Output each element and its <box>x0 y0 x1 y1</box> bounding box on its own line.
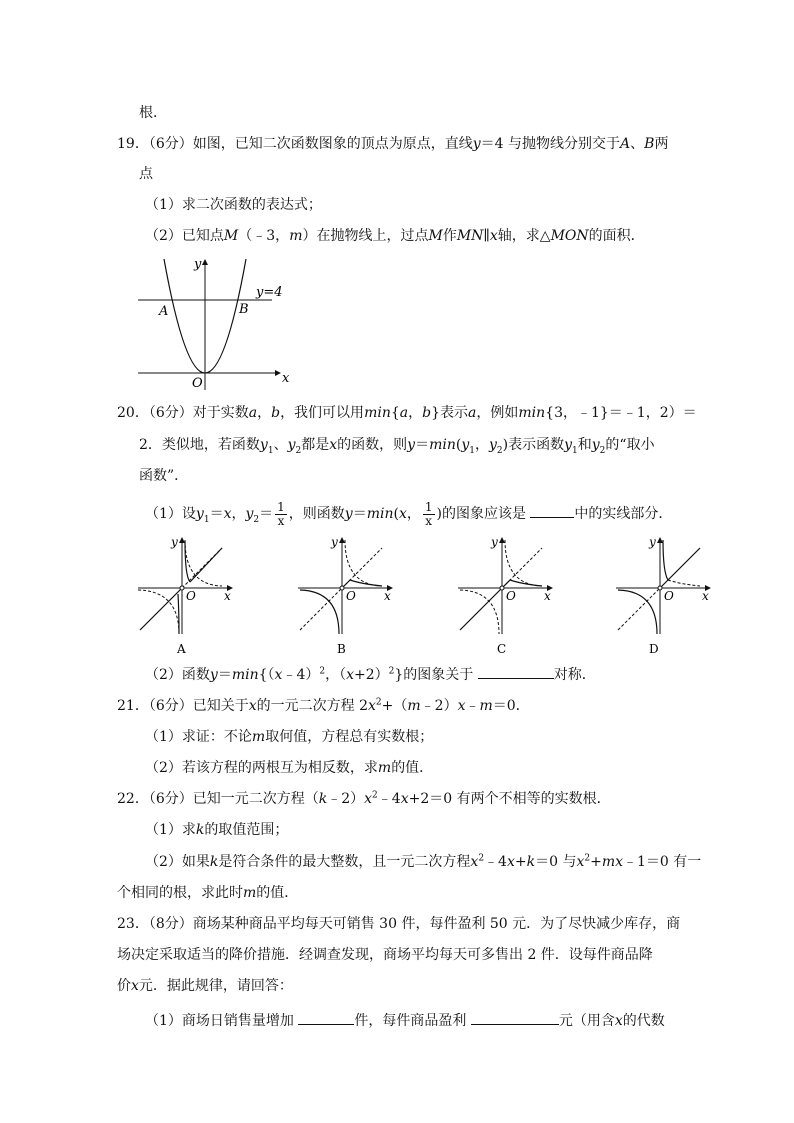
point-a-label: A <box>159 304 169 319</box>
q20-part1: （1）设$y_1=x$，$y_2=$ $\frac{1}{x}$ ，则函数y＝min(x， $\frac{1}{x}$ )的图象应该是 中的实线部分． <box>145 499 673 528</box>
answer-blank-3[interactable] <box>298 1010 354 1025</box>
q20-stem-2: 2．类似地，若函数$y_1$、$y_2$都是x的函数，则$y=\min(y_1$，$y_2$)表示函数$y_1$和$y_2$的“取小 <box>139 437 655 456</box>
graph-d <box>616 535 710 634</box>
svg-text:x: x <box>702 589 709 603</box>
svg-text:y: y <box>331 535 338 549</box>
q20-part2: （2）函数y＝min{（x﹣4）$^2$，$(x+2)^2$}的图象关于 对称． <box>145 664 596 685</box>
q19-part2: （2）已知点M（﹣3，m）在抛物线上，过点M作MN∥x轴，求△MON的面积． <box>145 228 645 244</box>
option-label-b: B <box>337 642 346 656</box>
svg-text:O: O <box>506 589 516 603</box>
svg-text:O: O <box>186 589 196 603</box>
option-label-d: D <box>649 642 659 656</box>
q21-stem: 21．（6分）已知关于x的一元二次方程 $2x^2+(m﹣2)x﹣m=0$． <box>117 697 530 714</box>
y-axis-label: y <box>194 257 202 272</box>
point-b-label: B <box>239 302 249 317</box>
svg-text:x: x <box>384 589 391 603</box>
graph-c <box>458 535 552 634</box>
option-label-a: A <box>177 642 186 656</box>
answer-blank-4[interactable] <box>471 1010 559 1025</box>
q19-stem: 19．（6分）如图，已知二次函数图象的顶点为原点，直线y＝4 与抛物线分别交于A、B两 <box>117 136 669 152</box>
option-graphs <box>130 532 720 662</box>
q23-stem-1: 23．（8分）商场某种商品平均每天可销售 30 件，每件盈利 50 元．为了尽快减少库存，商 <box>117 916 681 932</box>
q20-stem-3: 函数”． <box>139 468 189 484</box>
q23-part1: （1）商场日销售量增加 件，每件商品盈利 元（用含x的代数 <box>145 1010 665 1031</box>
svg-text:O: O <box>664 589 674 603</box>
svg-text:O: O <box>346 589 356 603</box>
q22-stem: 22．（6分）已知一元二次方程$(k﹣2)x^2﹣4x+2=0$ 有两个不相等的实数根． <box>117 790 611 807</box>
q20-stem: 20．（6分）对于实数a，b，我们可以用min{a，b}表示a，例如min{3，﹣1}＝﹣1，2）＝ <box>117 405 697 421</box>
svg-text:x: x <box>224 589 231 603</box>
svg-text:y: y <box>649 535 656 549</box>
fraction-1-over-x: $\frac{1}{x}$ <box>277 499 285 528</box>
parabola-figure <box>134 254 294 392</box>
x-axis-label: x <box>282 371 290 386</box>
answer-blank-2[interactable] <box>478 664 554 679</box>
q22-part1: （1）求k的取值范围； <box>145 822 289 838</box>
q19-stem-cont: 点 <box>139 166 153 182</box>
q21-part2: （2）若该方程的两根互为相反数，求m的值． <box>145 760 434 776</box>
q19-part1: （1）求二次函数的表达式； <box>145 197 322 213</box>
q22-part2: （2）如果k是符合条件的最大整数，且一元二次方程$x^2﹣4x+k=0$ 与$x^2+mx﹣1=0$ 有一 <box>145 853 702 870</box>
q23-stem-2: 场决定采取适当的降价措施．经调查发现，商场平均每天可多售出 2 件．设每件商品降 <box>117 947 653 963</box>
line-label: y=4 <box>256 285 283 300</box>
graph-a <box>138 535 232 634</box>
svg-text:x: x <box>544 589 551 603</box>
option-label-c: C <box>497 642 507 656</box>
q21-part1: （1）求证：不论m取何值，方程总有实数根； <box>145 729 434 745</box>
svg-text:y: y <box>171 535 178 549</box>
q22-part2-cont: 个相同的根，求此时m的值． <box>117 885 299 901</box>
answer-blank-1[interactable] <box>530 503 574 518</box>
fraction-1-over-x-b: $\frac{1}{x}$ <box>424 499 433 528</box>
origin-label: O <box>192 376 203 391</box>
q18-tail: 根． <box>139 105 167 121</box>
q23-stem-3: 价x元．据此规律，请回答： <box>117 978 293 994</box>
svg-text:y: y <box>491 535 498 549</box>
graph-b <box>298 535 392 634</box>
